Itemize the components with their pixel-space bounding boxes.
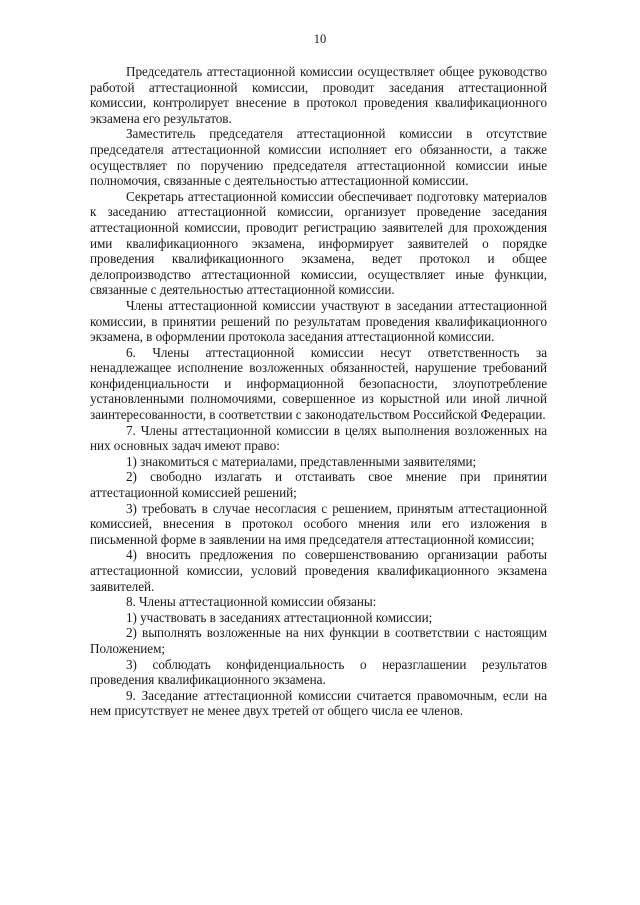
paragraph-item-8-obligations: 8. Члены аттестационной комиссии обязаны: xyxy=(126,594,377,610)
paragraph-chairman-duties: Председатель аттестационной комиссии осуществляет общее руководство работой аттестационной комиссии, проводит заседания аттестационной комиссии, контролирует внесение в протокол проведения квалификационного экзамена его результатов. xyxy=(90,64,547,126)
list-item-obligation-3: 3) соблюдать конфиденциальность о неразглашении результатов проведения квалификационного экзамена. xyxy=(90,656,547,688)
list-item-obligation-1: 1) участвовать в заседаниях аттестационной комиссии; xyxy=(126,609,433,625)
list-item-right-2: 2) свободно излагать и отстаивать свое мнение при принятии аттестационной комиссией решений; xyxy=(90,469,547,501)
document-body xyxy=(90,64,547,719)
page-number: 10 xyxy=(313,32,327,46)
paragraph-secretary-duties: Секретарь аттестационной комиссии обеспечивает подготовку материалов к заседанию аттестационной комиссии, организует проведение заседания аттестационной комиссии, проводит регистрацию заявителей для прохождения ими квалификационного экзамена, информирует заявителей о порядке проведения квалификационного экзамена, ведет протокол и общее делопроизводство аттестационной комиссии, осуществляет иные функции, связанные с деятельностью аттестационной комиссии. xyxy=(90,188,547,298)
paragraph-deputy-chairman-duties: Заместитель председателя аттестационной комиссии в отсутствие председателя аттестационной комиссии исполняет его обязанности, а также осуществляет по поручению председателя аттестационной комиссии иные полномочия, связанные с деятельностью аттестационной комиссии. xyxy=(90,126,547,189)
list-item-obligation-2: 2) выполнять возложенные на них функции в соответствии с настоящим Положением; xyxy=(90,625,547,656)
paragraph-members-participation: Члены аттестационной комиссии участвуют в заседании аттестационной комиссии, в принятии решений по результатам проведения квалификационного экзамена, в оформлении протокола заседания аттестационной комиссии. xyxy=(90,297,547,345)
paragraph-item-6-responsibility: 6. Члены аттестационной комиссии несут ответственность за ненадлежащее исполнение возложенных обязанностей, нарушение требований конфиденциальности и информационной безопасности, злоупотребление установленными полномочиями, совершенное из корыстной или иной личной заинтересованности, в соответствии с законодательством Российской Федерации. xyxy=(90,344,547,423)
list-item-right-4: 4) вносить предложения по совершенствованию организации работы аттестационной комиссии, условий проведения квалификационного экзамена заявителей. xyxy=(90,547,547,594)
list-item-right-1: 1) знакомиться с материалами, представленными заявителями; xyxy=(126,453,477,469)
paragraph-item-9-quorum: 9. Заседание аттестационной комиссии считается правомочным, если на нем присутствует не менее двух третей от общего числа ее членов. xyxy=(90,687,547,719)
list-item-right-3: 3) требовать в случае несогласия с решением, принятым аттестационной комиссией, внесения в протокол особого мнения или его изложения в письменной форме в заявлении на имя председателя аттестационной комиссии; xyxy=(90,500,547,547)
paragraph-item-7-rights: 7. Члены аттестационной комиссии в целях выполнения возложенных на них основных задач имеют право: xyxy=(90,422,547,454)
